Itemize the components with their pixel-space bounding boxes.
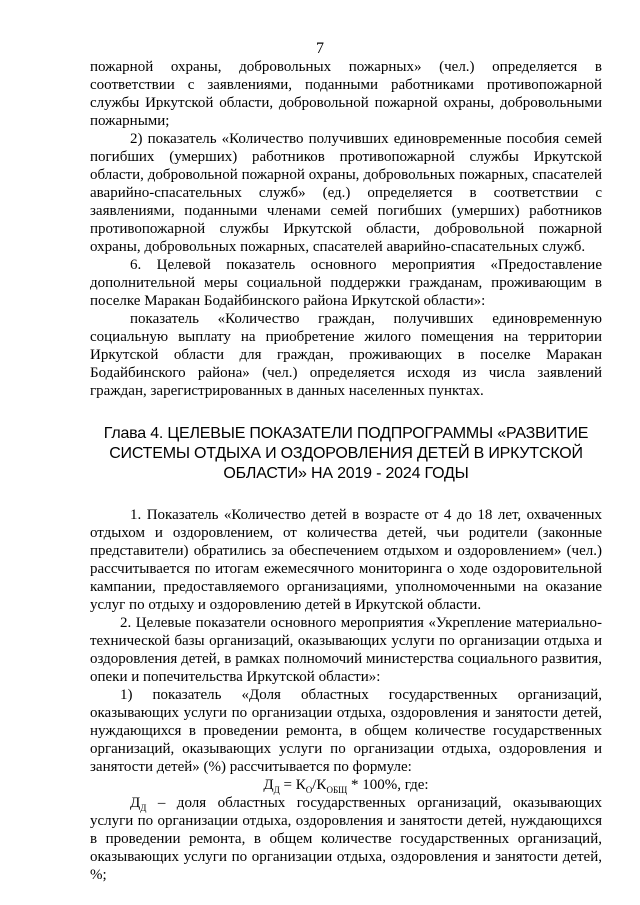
formula-slash: /К	[312, 777, 327, 793]
formula-lhs-sub: Д	[273, 785, 280, 795]
formula-rest: * 100%, где:	[347, 777, 429, 793]
formula-eq: = К	[279, 777, 306, 793]
paragraph: 2. Целевые показатели основного мероприятия «Укрепление материально-технической базы организаций, оказывающих услуги по организации отдыха и оздоровления детей, в рамках полномочий министерства социального развития, опеки и попечительства Иркутской области»:	[90, 615, 602, 685]
formula-lhs: Д	[263, 777, 274, 793]
definition-symbol: Д	[130, 795, 141, 811]
formula-k1-sub: О	[305, 785, 313, 795]
definition	[90, 794, 602, 884]
page-number: 7	[316, 40, 324, 57]
paragraph: 1) показатель «Доля областных государственных организаций, оказывающих услуги по организации отдыха, оздоровления и занятости детей, нуждающихся в проведении ремонта, в общем количестве государственных организаций, оказывающих услуги по организации отдыха, оздоровления и занятости детей» (%) рассчитывается по формуле:	[90, 687, 602, 775]
paragraph: 2) показатель «Количество получивших единовременные пособия семей погибших (умерших) работников противопожарной службы Иркутской области, добровольной пожарной охраны, добровольных пожарных, спасателей аварийно-спасательных служб» (ед.) определяется в соответствии с заявлениями, поданными членами семей погибших (умерших) работников противопожарной службы Иркутской области, добровольной пожарной охраны, добровольных пожарных, спасателей аварийно-спасательных служб.	[90, 131, 602, 255]
document-body	[90, 58, 602, 884]
paragraph: 1. Показатель «Количество детей в возрасте от 4 до 18 лет, охваченных отдыхом и оздоровлением, от количества детей, чьи родители (законные представители) обратились за обеспечением отдыхом и оздоровлением» (чел.) рассчитывается по итогам ежемесячного мониторинга о ходе оздоровительной кампании, предоставляемого организациями, уполномоченными на оказание услуг по отдыху и оздоровлению детей в Иркутской области.	[90, 507, 602, 613]
formula-k2-sub: ОБЩ	[326, 785, 348, 795]
definition-symbol-sub: Д	[140, 803, 147, 813]
paragraph: пожарной охраны, добровольных пожарных» (чел.) определяется в соответствии с заявлениями, поданными работниками противопожарной службы Иркутской области, добровольной пожарной охраны, добровольными пожарными;	[90, 59, 602, 129]
chapter-title: Глава 4. ЦЕЛЕВЫЕ ПОКАЗАТЕЛИ ПОДПРОГРАММЫ «РАЗВИТИЕ СИСТЕМЫ ОТДЫХА И ОЗДОРОВЛЕНИЯ ДЕТЕЙ В ИРКУТСКОЙ ОБЛАСТИ» НА 2019 - 2024 ГОДЫ	[103, 425, 589, 482]
paragraph: показатель «Количество граждан, получивших единовременную социальную выплату на приобретение жилого помещения на территории Иркутской области для граждан, проживающих в поселке Маракан Бодайбинского района» (чел.) определяется исходя из числа заявлений граждан, зарегистрированных в данных населенных пунктах.	[90, 311, 602, 399]
formula	[90, 776, 602, 794]
definition-text: – доля областных государственных организаций, оказывающих услуги по организации отдыха, оздоровления и занятости детей, нуждающихся в проведении ремонта, в общем количестве государственных организаций, оказывающих услуги по организации отдыха, оздоровления и занятости детей, %;	[90, 795, 602, 883]
paragraph: 6. Целевой показатель основного мероприятия «Предоставление дополнительной меры социальной поддержки гражданам, проживающим в поселке Маракан Бодайбинского района Иркутской области»:	[90, 257, 602, 309]
